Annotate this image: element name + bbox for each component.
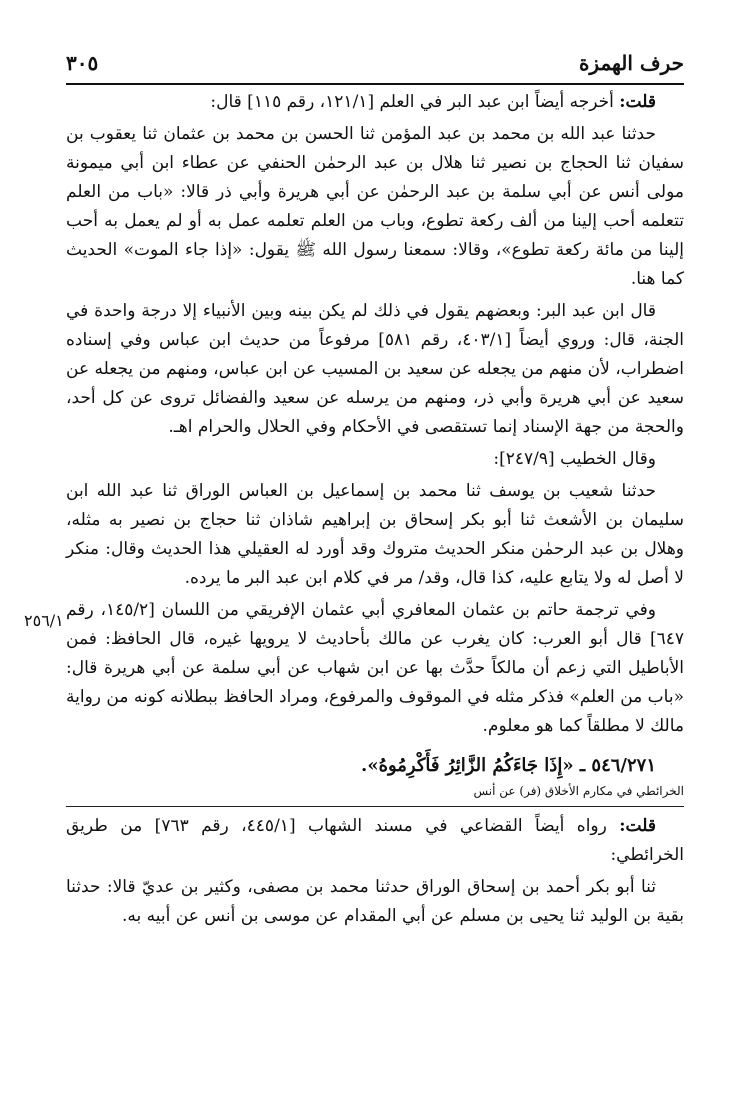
hadith-heading: ٥٤٦/٢٧١ ـ «إِذَا جَاءَكُمُ الزَّائِرُ فَأَكْرِمُوهُ».	[361, 755, 656, 776]
divider	[66, 806, 684, 807]
paragraph-text: رواه أيضاً القضاعي في مسند الشهاب [٤٤٥/١، رقم ٧٦٣] من طريق الخرائطي:	[66, 816, 684, 865]
page-header	[66, 46, 684, 80]
paragraph-text: أخرجه أيضاً ابن عبد البر في العلم [١٢١/١، رقم ١١٥] قال:	[210, 92, 620, 112]
paragraph-3: قال ابن عبد البر: وبعضهم يقول في ذلك لم يكن بينه وبين الأنبياء إلا درجة واحدة في الجنة، قال: وروي أيضاً [٤٠٣/١، رقم ٥٨١] مرفوعاً من حديث ابن عباس وفي إسناده اضطراب، لأن منهم من يجعله عن سعيد بن المسيب عن ابن عباس، ومنهم من يجعله عن سعيد عن أبي هريرة وأبي ذر، ومنهم من يرسله عن سعيد والفضائل تروى عن كل أحد، والحجة من جهة الإسناد إنما تستقصى في الأحكام وفي الحلال والحرام اهـ.	[66, 301, 684, 437]
paragraph-2: حدثنا عبد الله بن محمد بن عبد المؤمن ثنا الحسن بن محمد بن عثمان ثنا يعقوب بن سفيان ثنا الحجاج بن نصير ثنا هلال بن عبد الرحمٰن الحنفي عن عطاء ابن أبي ميمونة مولى أنس عن أبي سلمة بن عبد الرحمٰن عن أبي هريرة وأبي ذر قالا: «باب من العلم تتعلمه أحب إلينا من ألف ركعة تطوع، وباب من العلم تعلمه عمل به أو لم يعمل به أحب إلينا من مائة ركعة تطوع»، وقالا: سمعنا رسول الله ﷺ يقول: «إذا جاء الموت» الحديث كما هنا.	[66, 124, 684, 289]
header-rule	[66, 83, 684, 85]
margin-volume-note: ٢٥٦/١	[24, 611, 64, 630]
paragraph-7	[66, 812, 684, 870]
paragraph-1	[66, 88, 684, 117]
chapter-title: حرف الهمزة	[578, 51, 684, 75]
qultu-label: قلت:	[619, 816, 656, 836]
paragraph-5: حدثنا شعيب بن يوسف ثنا محمد بن إسماعيل بن العباس الوراق ثنا عبد الله ابن سليمان بن الأشعث ثنا أبو بكر إسحاق بن إبراهيم شاذان ثنا حجاج بن نصير به مثله، وهلال بن عبد الرحمٰن منكر الحديث متروك وقد أورد له العقيلي هذا الحديث وقال: منكر لا أصل له ولا يتابع عليه، كذا قال، وقد/ مر في كلام ابن عبد البر ما يرده.	[66, 481, 684, 588]
hadith-source: الخرائطي في مكارم الأخلاق (فر) عن أنس	[473, 784, 684, 798]
paragraph-6: وفي ترجمة حاتم بن عثمان المعافري أبي عثمان الإفريقي من اللسان [١٤٥/٢، رقم ٦٤٧] قال أبو العرب: كان يغرب عن مالك بأحاديث لا يرويها غيره، قال الحافظ: فمن الأباطيل التي زعم أن مالكاً حدَّث بها عن ابن شهاب عن أبي سلمة عن أبي هريرة قال: «باب من العلم» فذكر مثله في الموقوف والمرفوع، ومراد الحافظ ببطلانه كونه من رواية مالك لا مطلقاً كما هو معلوم.	[66, 600, 684, 736]
hadith-text: «إِذَا جَاءَكُمُ الزَّائِرُ فَأَكْرِمُوهُ».	[361, 755, 574, 776]
hadith-number: ٥٤٦/٢٧١	[591, 755, 656, 776]
page-body	[66, 88, 684, 934]
paragraph-4: وقال الخطيب [٢٤٧/٩]:	[493, 449, 656, 469]
qultu-label: قلت:	[619, 92, 656, 112]
paragraph-8: ثنا أبو بكر أحمد بن إسحاق الوراق حدثنا محمد بن مصفى، وكثير بن عديّ قالا: حدثنا بقية بن الوليد ثنا يحيى بن مسلم عن أبي المقدام عن موسى بن أنس عن أبيه به.	[66, 877, 684, 926]
page-number: ٣٠٥	[66, 51, 99, 75]
